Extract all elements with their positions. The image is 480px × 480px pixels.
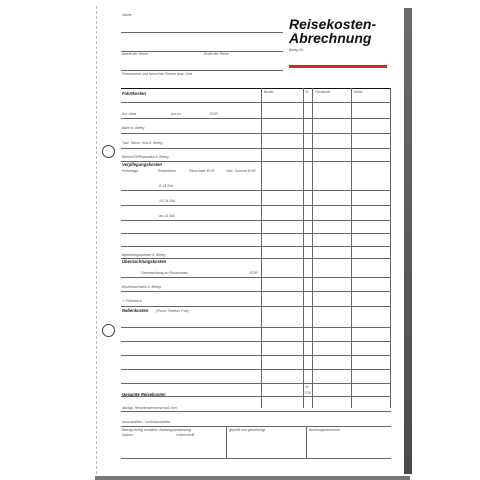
col-divider-right bbox=[390, 88, 391, 408]
row-line bbox=[121, 118, 391, 119]
row-line bbox=[121, 133, 391, 134]
name-label: Name bbox=[122, 13, 132, 17]
uebernachtung-heading: Übernachtungskosten bbox=[122, 259, 167, 264]
col-netto-header: Netto bbox=[354, 90, 363, 94]
row-line bbox=[261, 190, 391, 191]
row-line bbox=[121, 355, 391, 356]
punch-hole-top bbox=[102, 145, 115, 158]
pauschale-label: Pauschale EUR bbox=[189, 169, 215, 173]
binder-shadow-right bbox=[404, 8, 412, 474]
col-pct-header: % bbox=[305, 90, 309, 94]
row-line bbox=[121, 341, 391, 342]
col-brutto-header: Brutto bbox=[264, 90, 274, 94]
footer-divider-2 bbox=[306, 426, 307, 458]
row-line bbox=[121, 220, 261, 221]
antritt-label: Antritt der Reise bbox=[122, 52, 148, 56]
title-red-bar bbox=[289, 65, 387, 68]
binder-shadow-bottom bbox=[95, 476, 410, 480]
auszahlen-label: auszuzahlen / zurückzuzahlen bbox=[122, 420, 171, 424]
row-line bbox=[261, 233, 391, 234]
eur-label: EUR bbox=[210, 112, 218, 116]
name-line[interactable] bbox=[121, 32, 283, 33]
stunden-24-label: ab 24 Std. bbox=[159, 214, 176, 218]
row-line bbox=[121, 102, 391, 103]
kmgeld-label: Km-Geld bbox=[122, 112, 137, 116]
col-divider-netto bbox=[351, 88, 352, 408]
fahrtkosten-heading: Fahrtkosten bbox=[122, 91, 146, 96]
einzelnachweis-label: Einzelnachweis lt. Beleg bbox=[122, 285, 161, 289]
nebenkosten-heading: Nebenkosten bbox=[122, 308, 149, 313]
betrag-erhalten-label: Betrag richtig erhalten/ Zahlungsanweisung bbox=[122, 428, 192, 432]
footer-bottom-line bbox=[121, 458, 391, 459]
fruehstueck-label: ./. Frühstück bbox=[122, 299, 142, 303]
km-label: km zu bbox=[171, 112, 181, 116]
reisetage-label: Reisetage bbox=[122, 169, 139, 173]
buchungsvermerke-label: Buchungsvermerke bbox=[309, 428, 340, 432]
row-line bbox=[121, 148, 391, 149]
row-line bbox=[261, 205, 391, 206]
col-divider-pct bbox=[303, 88, 304, 408]
unterschrift-label: Unterschrift bbox=[176, 433, 195, 437]
row-line bbox=[121, 205, 261, 206]
reisedauer-label: Reisedauer bbox=[158, 169, 177, 173]
row-line bbox=[121, 291, 391, 292]
col-divider-brutto bbox=[261, 88, 262, 408]
row-line bbox=[121, 306, 391, 307]
beleg-nr-label: Beleg-Nr. bbox=[289, 48, 305, 52]
bewirtung-label: Bewirtungsspesen lt. Beleg bbox=[122, 253, 166, 257]
perforation-line bbox=[96, 6, 97, 474]
zweck-line[interactable] bbox=[121, 70, 283, 71]
benzin-label: Benzin/Öl/Reparatur lt. Beleg bbox=[122, 155, 169, 159]
row-line bbox=[121, 190, 261, 191]
form-title-line2: Abrechnung bbox=[289, 30, 372, 46]
stunden-14-label: 14-24 Std. bbox=[159, 199, 176, 203]
footer-divider-1 bbox=[226, 426, 227, 458]
form-title-line1: Reisekosten- bbox=[289, 16, 377, 32]
geprueft-label: geprüft und genehmigt bbox=[229, 428, 265, 432]
row-line bbox=[121, 327, 391, 328]
row-line bbox=[261, 246, 391, 247]
row-line bbox=[121, 383, 391, 384]
row-line bbox=[261, 220, 391, 221]
stunden-8-label: 8-14 Std. bbox=[159, 184, 174, 188]
nebenkosten-hint: (Porto, Telefon, Fax) bbox=[156, 309, 189, 313]
uebernachtung-eur-label: EUR bbox=[250, 271, 258, 275]
vorschuss-label: abzügl. Reisekostenvorschuß vom bbox=[122, 406, 177, 410]
row-line bbox=[121, 426, 391, 427]
col-vorsteuer-header: Vorsteuer bbox=[315, 90, 331, 94]
taxi-label: Taxi, Tamm, Bus lt. Beleg bbox=[122, 141, 163, 145]
verpflegung-heading: Verpflegungskosten bbox=[122, 162, 163, 167]
gesamte-reisekosten-label: Gesamte Reisekosten bbox=[122, 392, 166, 397]
uebernachtung-pauschal-label: Übernachtung zu Pauschsatz bbox=[141, 271, 188, 275]
row-line bbox=[121, 246, 261, 247]
dates-line[interactable] bbox=[121, 51, 283, 52]
row-line bbox=[121, 411, 391, 412]
datum-label: Datum bbox=[122, 433, 133, 437]
gessumme-label: Ges. Summe EUR bbox=[226, 169, 256, 173]
sum-rate-label: 7/19 bbox=[304, 391, 311, 395]
sum-pct-label: % bbox=[305, 385, 309, 389]
row-line bbox=[121, 277, 391, 278]
zweck-label: Reisezweck und besuchte Firmen bzw. Orte bbox=[122, 72, 193, 76]
ende-label: Ende der Reise bbox=[204, 52, 229, 56]
bahn-label: Bahn lt. Beleg bbox=[122, 126, 145, 130]
col-divider-vorsteuer bbox=[312, 88, 313, 408]
row-line bbox=[121, 369, 391, 370]
row-line bbox=[121, 233, 261, 234]
punch-hole-bottom bbox=[102, 324, 115, 337]
